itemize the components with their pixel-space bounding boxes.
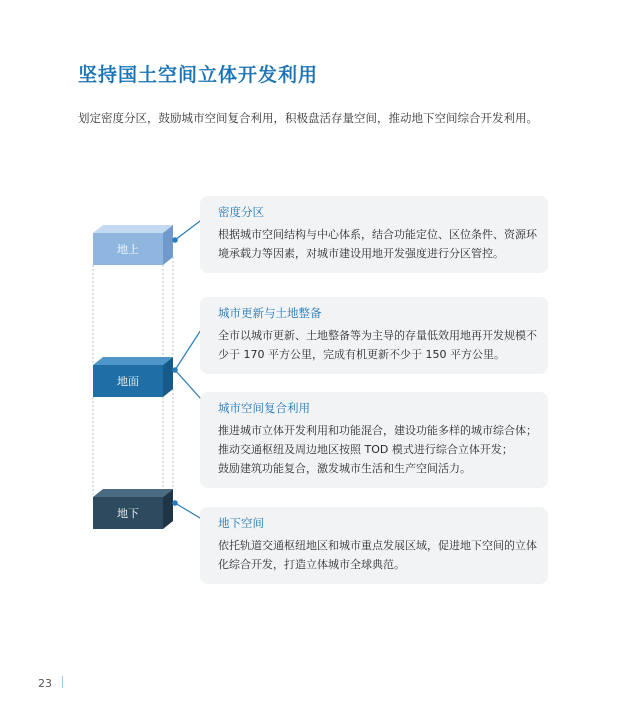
page-title: 坚持国土空间立体开发利用 xyxy=(78,64,319,86)
card-title: 密度分区 xyxy=(218,205,264,219)
card-title: 地下空间 xyxy=(218,516,264,530)
card-text-line: 境承载力等因素，对城市建设用地开发强度进行分区管控。 xyxy=(218,247,504,260)
block-ground-top xyxy=(93,357,173,365)
card-text-line: 根据城市空间结构与中心体系，结合功能定位、区位条件、资源环 xyxy=(218,228,537,241)
block-above-ground-top xyxy=(93,225,173,233)
card-text-line: 化综合开发，打造立体城市全球典范。 xyxy=(218,558,405,571)
block-underground-top xyxy=(93,489,173,497)
label-above-ground: 地上 xyxy=(117,243,139,256)
card-text-line: 依托轨道交通枢纽地区和城市重点发展区域，促进地下空间的立体 xyxy=(218,539,537,552)
page-number: 23 xyxy=(38,677,52,690)
block-underground xyxy=(93,489,173,529)
card-text-line: 推进城市立体开发利用和功能混合，建设功能多样的城市综合体； xyxy=(218,424,537,437)
card-urban-renewal xyxy=(200,297,548,374)
card-text-line: 鼓励建筑功能复合，激发城市生活和生产空间活力。 xyxy=(218,462,471,475)
block-above-ground xyxy=(93,225,173,265)
label-underground: 地下 xyxy=(117,507,139,520)
card-composite-use xyxy=(200,392,548,488)
card-title: 城市更新与土地整备 xyxy=(218,306,322,320)
card-density-zoning xyxy=(200,196,548,273)
label-ground: 地面 xyxy=(117,375,139,388)
card-underground-space xyxy=(200,507,548,584)
page-number-divider xyxy=(62,676,63,688)
card-title: 城市空间复合利用 xyxy=(218,401,310,415)
block-ground xyxy=(93,357,173,397)
card-text-line: 少于 170 平方公里，完成有机更新不少于 150 平方公里。 xyxy=(218,348,505,361)
card-text-line: 推动交通枢纽及周边地区按照 TOD 模式进行综合立体开发； xyxy=(218,443,513,456)
card-text-line: 全市以城市更新、土地整备等为主导的存量低效用地再开发规模不 xyxy=(218,329,537,342)
intro-text: 划定密度分区，鼓励城市空间复合利用，积极盘活存量空间，推动地下空间综合开发利用。 xyxy=(78,111,538,125)
